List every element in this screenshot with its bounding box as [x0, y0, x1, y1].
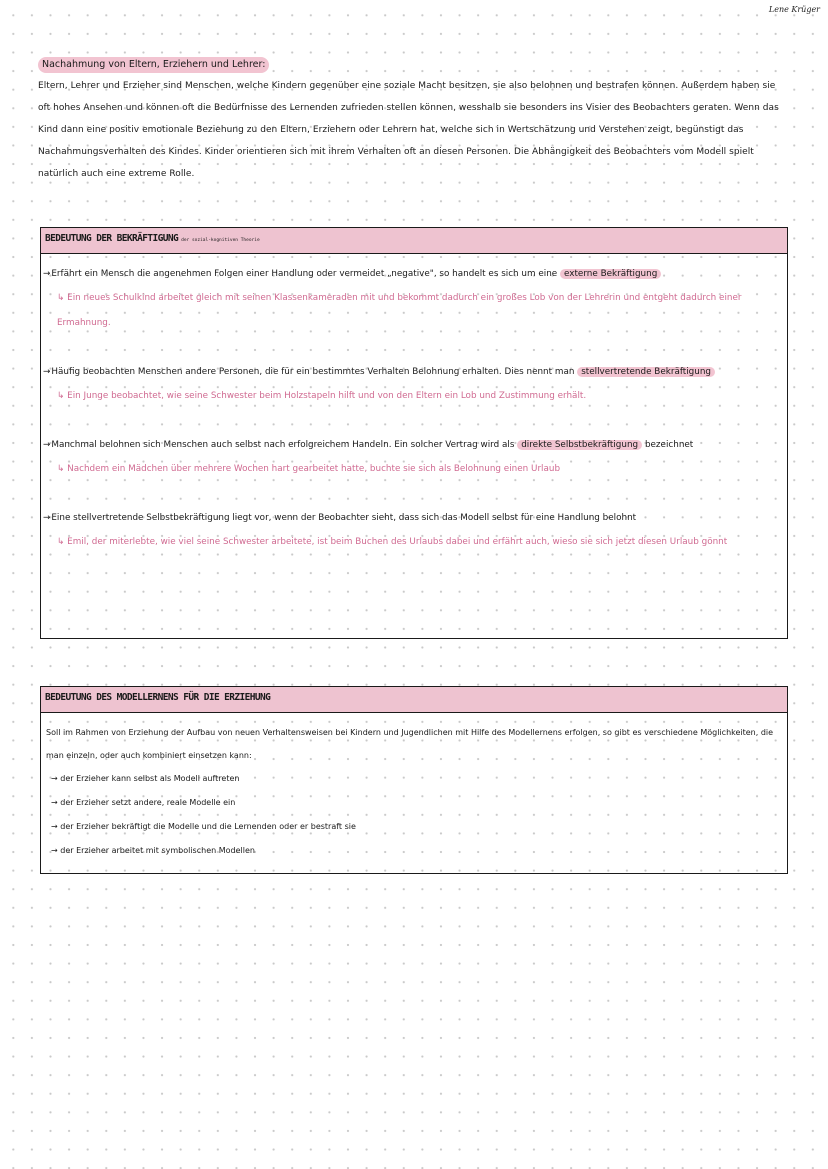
example-text: Emil, der miterlebte, wie viel seine Schwester arbeitete, ist beim Buchen des Urlaubs dabei und erfährt auch, wieso sie sich jetzt diesen Urlaub gönnt	[67, 537, 728, 547]
item-term: stellvertretende Bekräftigung	[577, 367, 715, 377]
item-text	[43, 433, 781, 457]
example-text: Ein neues Schulkind arbeitet gleich mit seinen Klassenkameraden mit und bekommt dadurch ein großes Lob von der Lehrerin und entgeht dadurch einer Ermahnung.	[57, 293, 742, 328]
example-text: Nachdem ein Mädchen über mehrere Wochen hart gearbeitet hatte, buchte sie sich als Belohnung einen Urlaub	[67, 464, 561, 474]
intro-title: Nachahmung von Eltern, Erziehern und Lehrer:	[38, 57, 269, 73]
section-intro: Soll im Rahmen von Erziehung der Aufbau von neuen Verhaltensweisen bei Kindern und Jugendlichen mit Hilfe des Modellernens erfolgen, so gibt es verschiedene Möglichkeiten, die man einzeln, oder auch kombiniert einsetzen kann:	[46, 728, 774, 760]
sub-arrow-icon: ↳	[57, 537, 65, 547]
list-item: → der Erzieher setzt andere, reale Modelle ein	[51, 798, 236, 807]
item-example	[43, 530, 781, 555]
section-bekraeftigung	[40, 227, 788, 639]
arrow-icon: →	[43, 513, 51, 523]
section-header	[41, 687, 787, 713]
section-body	[41, 713, 787, 863]
item-example	[43, 457, 781, 482]
option-list	[43, 767, 781, 863]
arrow-icon: →	[43, 269, 51, 279]
item-statement: Manchmal belohnen sich Menschen auch selbst nach erfolgreichem Handeln. Ein solcher Vertrag wird als	[51, 440, 515, 450]
item-after: bezeichnet	[644, 440, 694, 450]
item-term: externe Bekräftigung	[560, 269, 661, 279]
list-item: → der Erzieher bekräftigt die Modelle und die Lernenden oder er bestraft sie	[51, 822, 356, 831]
sub-arrow-icon: ↳	[57, 293, 65, 303]
item-text	[43, 360, 781, 384]
section-header	[41, 228, 787, 254]
section-title: BEDEUTUNG DES MODELLERNENS FÜR DIE ERZIEHUNG	[45, 692, 271, 703]
list-item	[43, 506, 781, 555]
item-statement: Erfährt ein Mensch die angenehmen Folgen einer Handlung oder vermeidet „negative", so handelt es sich um eine	[51, 269, 558, 279]
item-text	[43, 506, 781, 530]
item-statement: Eine stellvertretende Selbstbekräftigung liegt vor, wenn der Beobachter sieht, dass sich das Modell selbst für eine Handlung belohnt	[51, 513, 637, 523]
section-body	[41, 254, 787, 555]
item-statement: Häufig beobachten Menschen andere Personen, die für ein bestimmtes Verhalten Belohnung erhalten. Dies nennt man	[51, 367, 575, 377]
sub-arrow-icon: ↳	[57, 391, 65, 401]
section-title: BEDEUTUNG DER BEKRÄFTIGUNG	[45, 233, 179, 244]
list-item	[43, 360, 781, 409]
arrow-icon: →	[43, 440, 51, 450]
sub-arrow-icon: ↳	[57, 464, 65, 474]
list-item: → der Erzieher kann selbst als Modell auftreten	[51, 774, 240, 783]
item-text	[43, 262, 781, 286]
item-example	[43, 286, 781, 336]
author-name: Lene Krüger	[768, 5, 820, 14]
example-text: Ein Junge beobachtet, wie seine Schwester beim Holzstapeln hilft und von den Eltern ein Lob und Zustimmung erhält.	[67, 391, 587, 401]
item-term: direkte Selbstbekräftigung	[517, 440, 642, 450]
list-item	[43, 433, 781, 482]
section-modellernen	[40, 686, 788, 874]
list-item	[43, 262, 781, 336]
arrow-icon: →	[43, 367, 51, 377]
list-item: → der Erzieher arbeitet mit symbolischen Modellen	[51, 846, 255, 855]
intro-text: Eltern, Lehrer und Erzieher sind Menschen, welche Kindern gegenüber eine soziale Macht besitzen, sie also belohnen und bestrafen können. Außerdem haben sie oft hohes Ansehen und können oft die Bedürfnisse des Lernenden zufrieden stellen können, wesshalb sie besonders ins Visier des Beobachters geraten. Wenn das Kind dann eine positiv emotionale Beziehung zu den Eltern, Erziehern oder Lehrern hat, welche sich in Wertschätzung und Verstehen zeigt, begünstigt das Nachahmungsverhalten des Kindes. Kinder orientieren sich mit ihrem Verhalten oft an diesen Personen. Die Abhängigkeit des Beobachters vom Modell spielt natürlich auch eine extreme Rolle.	[38, 81, 779, 179]
intro-section	[38, 52, 782, 185]
item-example	[43, 384, 781, 409]
section-subtitle: der sozial-kognitiven Theorie	[181, 238, 260, 243]
